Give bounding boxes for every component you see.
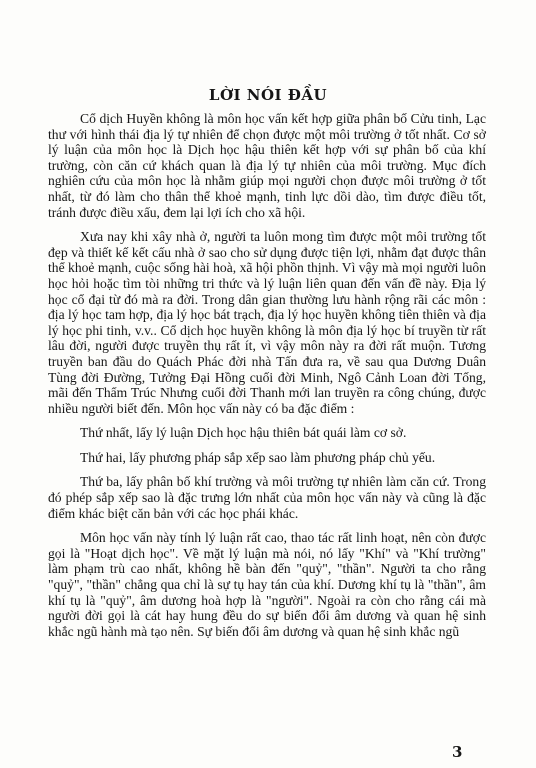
paragraph-5: Thứ ba, lấy phân bố khí trường và môi trường tự nhiên làm căn cứ. Trong đó phép sắp xếp sao là đặc trưng lớn nhất của môn học vấn này và cũng là đặc điểm khác biệt căn bản với các học phái khác. (48, 474, 486, 521)
body-text (48, 111, 486, 639)
paragraph-2: Xưa nay khi xây nhà ở, người ta luôn mong tìm được một môi trường tốt đẹp và thiết kế kết cấu nhà ở sao cho sử dụng được tiện lợi, nhằm đạt được thân thể khoẻ mạnh, cuộc sống hài hoà, xã hội phồn thịnh. Vì vậy mà mọi người luôn học hỏi hoặc tìm tòi những tri thức và lý luận liên quan đến vấn đề này. Địa lý học cổ đại từ đó mà ra đời. Trong dân gian thường lưu hành rộng rãi các môn : địa lý học tam hợp, địa lý học bát trạch, địa lý học huyền không tiên thiên và địa lý học phi tinh, v.v.. Cổ dịch học huyền không là môn địa lý học bí truyền từ rất lâu đời, người được truyền thụ rất ít, vì vậy môn này ra đời rất muộn. Tương truyền ban đầu do Quách Phác đời nhà Tấn đưa ra, về sau qua Dương Duân Tùng đời Đường, Tưởng Đại Hồng cuối đời Minh, Ngô Cảnh Loan đời Tống, mãi đến Thẩm Trúc Nhưng cuối đời Thanh mới lan truyền ra công chúng, được nhiều người biết đến. Môn học vấn này có ba đặc điểm : (48, 229, 486, 416)
paragraph-3: Thứ nhất, lấy lý luận Dịch học hậu thiên bát quái làm cơ sở. (80, 425, 407, 441)
page-number: 3 (452, 743, 463, 761)
paragraph-4: Thứ hai, lấy phương pháp sắp xếp sao làm phương pháp chủ yếu. (80, 449, 436, 465)
paragraph-6: Môn học vấn này tính lý luận rất cao, thao tác rất linh hoạt, nên còn được gọi là "Hoạt dịch học". Về mặt lý luận mà nói, nó lấy "Khí" và "Khí trường" làm phạm trù cao nhất, không hề bàn đến "quỷ", "thần". Người ta cho rằng "quỷ", "thần" chẳng qua chỉ là sự tụ hay tán của khí. Dương khí tụ là "thần", âm khí tụ là "quỷ", âm dương hoà hợp là "người". Ngoài ra còn cho rằng cái mà người đời gọi là cát hay hung đều do sự biến đổi âm dương và quan hệ sinh khắc ngũ hành mà tạo nên. Sự biến đổi âm dương và quan hệ sinh khắc ngũ (48, 530, 486, 639)
page-title: LỜI NÓI ĐẦU (208, 86, 328, 104)
paragraph-1: Cổ dịch Huyền không là môn học vấn kết hợp giữa phân bố Cửu tinh, Lạc thư với hình thái địa lý tự nhiên để chọn được một môi trường ở tốt nhất. Cơ sở lý luận của môn học là Dịch học hậu thiên kết hợp với sự phân bố của khí trường, còn căn cứ khách quan là địa lý tự nhiên của môi trường. Mục đích nghiên cứu của môn học là nhằm giúp mọi người chọn được môi trường ở tốt nhất, từ đó làm cho thân thể khoẻ mạnh, tinh lực dồi dào, tìm được điều tốt, tránh được điều xấu, đem lại lợi ích cho xã hội. (48, 111, 486, 220)
